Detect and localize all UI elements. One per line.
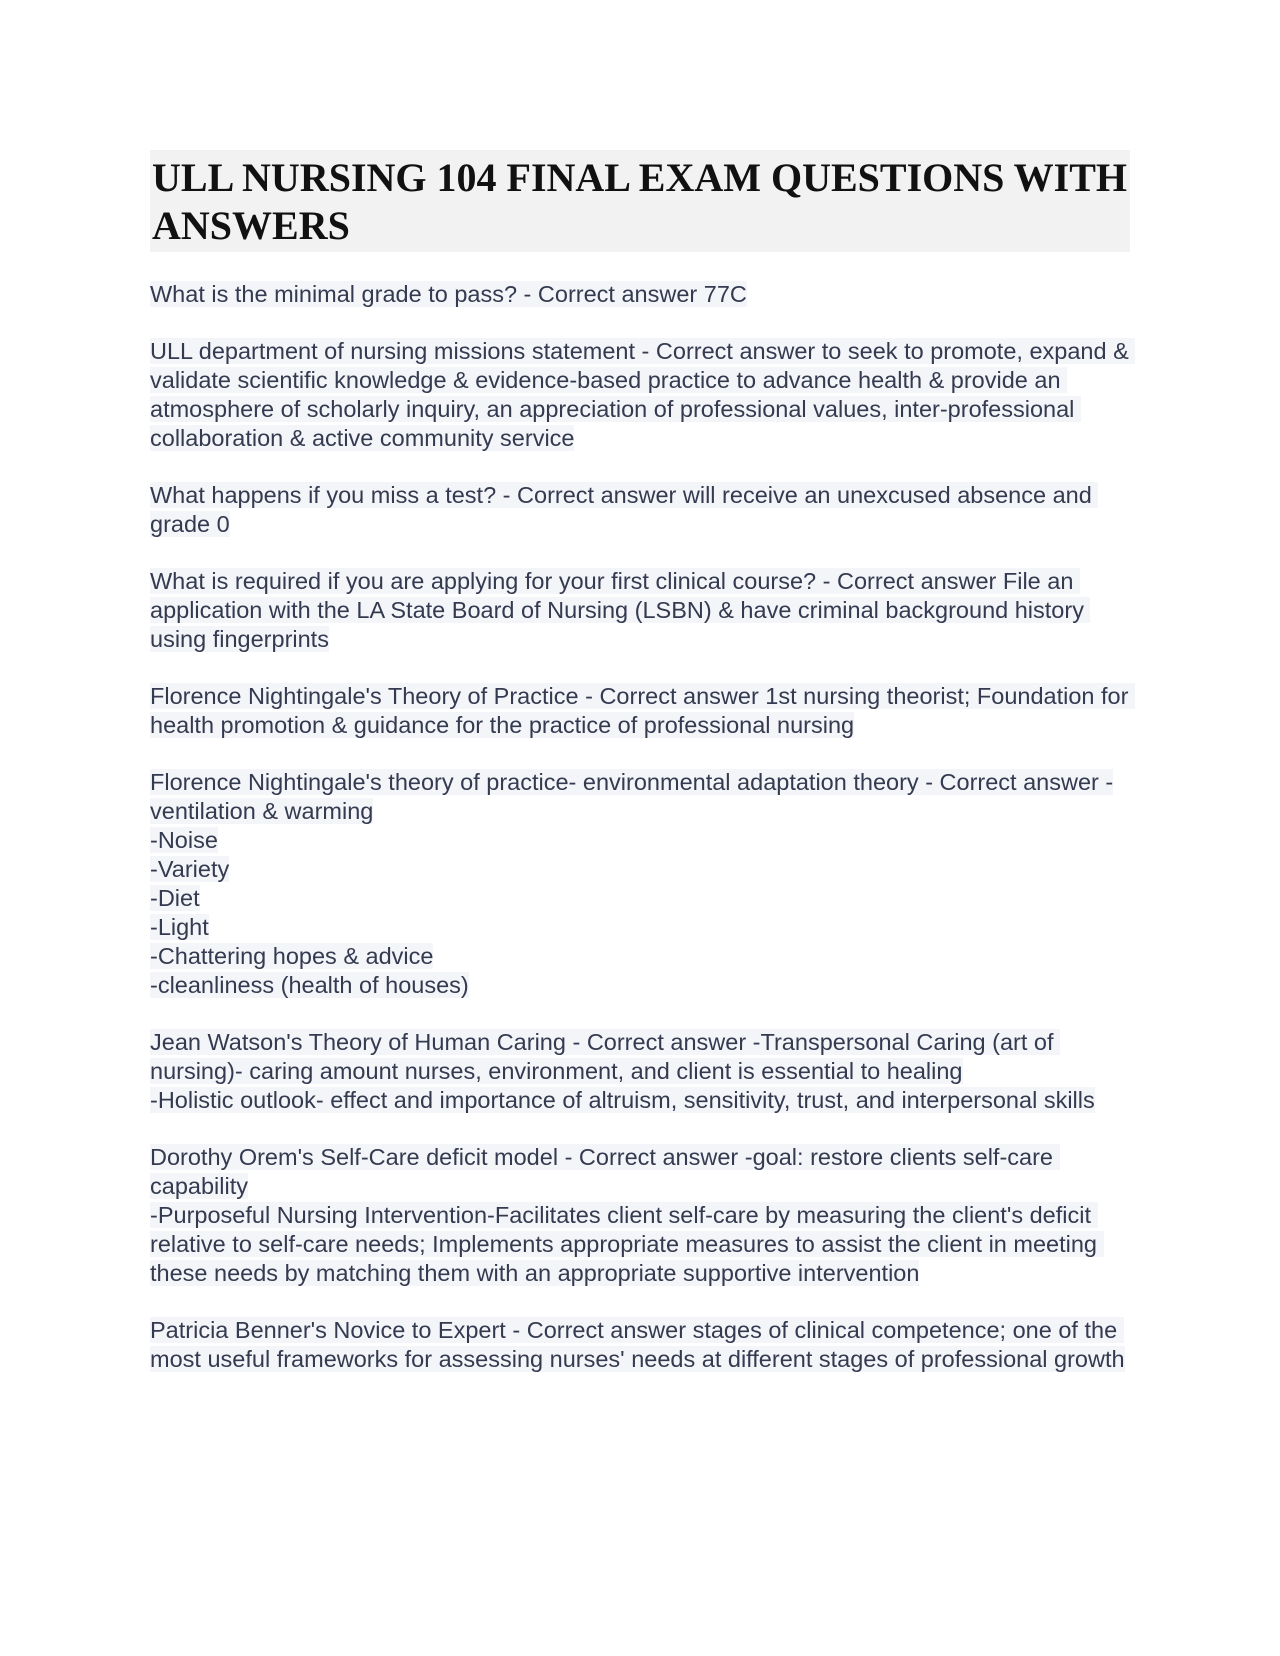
qa-entry-clinical-course: [150, 567, 1130, 654]
qa-line: -Diet: [150, 885, 200, 911]
document-page: [150, 150, 1136, 1402]
qa-entry-nightingale-practice: [150, 682, 1135, 740]
qa-line: -Noise: [150, 827, 218, 853]
qa-line: What happens if you miss a test? - Correct answer will receive an unexcused absence and grade 0: [150, 482, 1099, 537]
qa-line: -cleanliness (health of houses): [150, 972, 469, 998]
qa-line: -Holistic outlook- effect and importance of altruism, sensitivity, trust, and interpersonal skills: [150, 1087, 1095, 1113]
qa-line: Dorothy Orem's Self-Care deficit model - Correct answer -goal: restore clients self-care capability: [150, 1144, 1060, 1199]
qa-entry-missed-test: [150, 481, 1130, 539]
qa-line: Florence Nightingale's Theory of Practice - Correct answer 1st nursing theorist; Foundation for health promotion & guidance for the practice of professional nursing: [150, 683, 1135, 738]
qa-entry-minimal-grade: [150, 280, 1130, 309]
qa-entry-orem-self-care: [150, 1143, 1130, 1288]
qa-line: Jean Watson's Theory of Human Caring - Correct answer -Transpersonal Caring (art of nursing)- caring amount nurses, environment, and client is essential to healing: [150, 1029, 1061, 1084]
qa-line: -Variety: [150, 856, 230, 882]
qa-line: What is the minimal grade to pass? - Correct answer 77C: [150, 281, 747, 307]
qa-line: -Chattering hopes & advice: [150, 943, 434, 969]
qa-entry-benner-novice-expert: [150, 1316, 1130, 1374]
document-title: ULL NURSING 104 FINAL EXAM QUESTIONS WITH ANSWERS: [150, 150, 1130, 252]
qa-line: Florence Nightingale's theory of practice- environmental adaptation theory - Correct answer -ventilation & warming: [150, 769, 1114, 824]
qa-line: -Light: [150, 914, 209, 940]
qa-line: ULL department of nursing missions statement - Correct answer to seek to promote, expand & validate scientific knowledge & evidence-based practice to advance health & provide an atmosphere of scholarly inquiry, an appreciation of professional values, inter-professional collaboration & active community service: [150, 338, 1136, 451]
qa-line: Patricia Benner's Novice to Expert - Correct answer stages of clinical competence; one of the most useful frameworks for assessing nurses' needs at different stages of professional growth: [150, 1317, 1125, 1372]
qa-line: What is required if you are applying for your first clinical course? - Correct answer File an application with the LA State Board of Nursing (LSBN) & have criminal background history using fingerprints: [150, 568, 1091, 652]
qa-entry-nightingale-environmental: [150, 768, 1130, 1000]
qa-entry-mission-statement: [150, 337, 1136, 453]
qa-entry-watson-caring: [150, 1028, 1130, 1115]
qa-line: -Purposeful Nursing Intervention-Facilitates client self-care by measuring the client's deficit relative to self-care needs; Implements appropriate measures to assist the client in meeting these needs by matching them with an appropriate supportive intervention: [150, 1202, 1104, 1286]
